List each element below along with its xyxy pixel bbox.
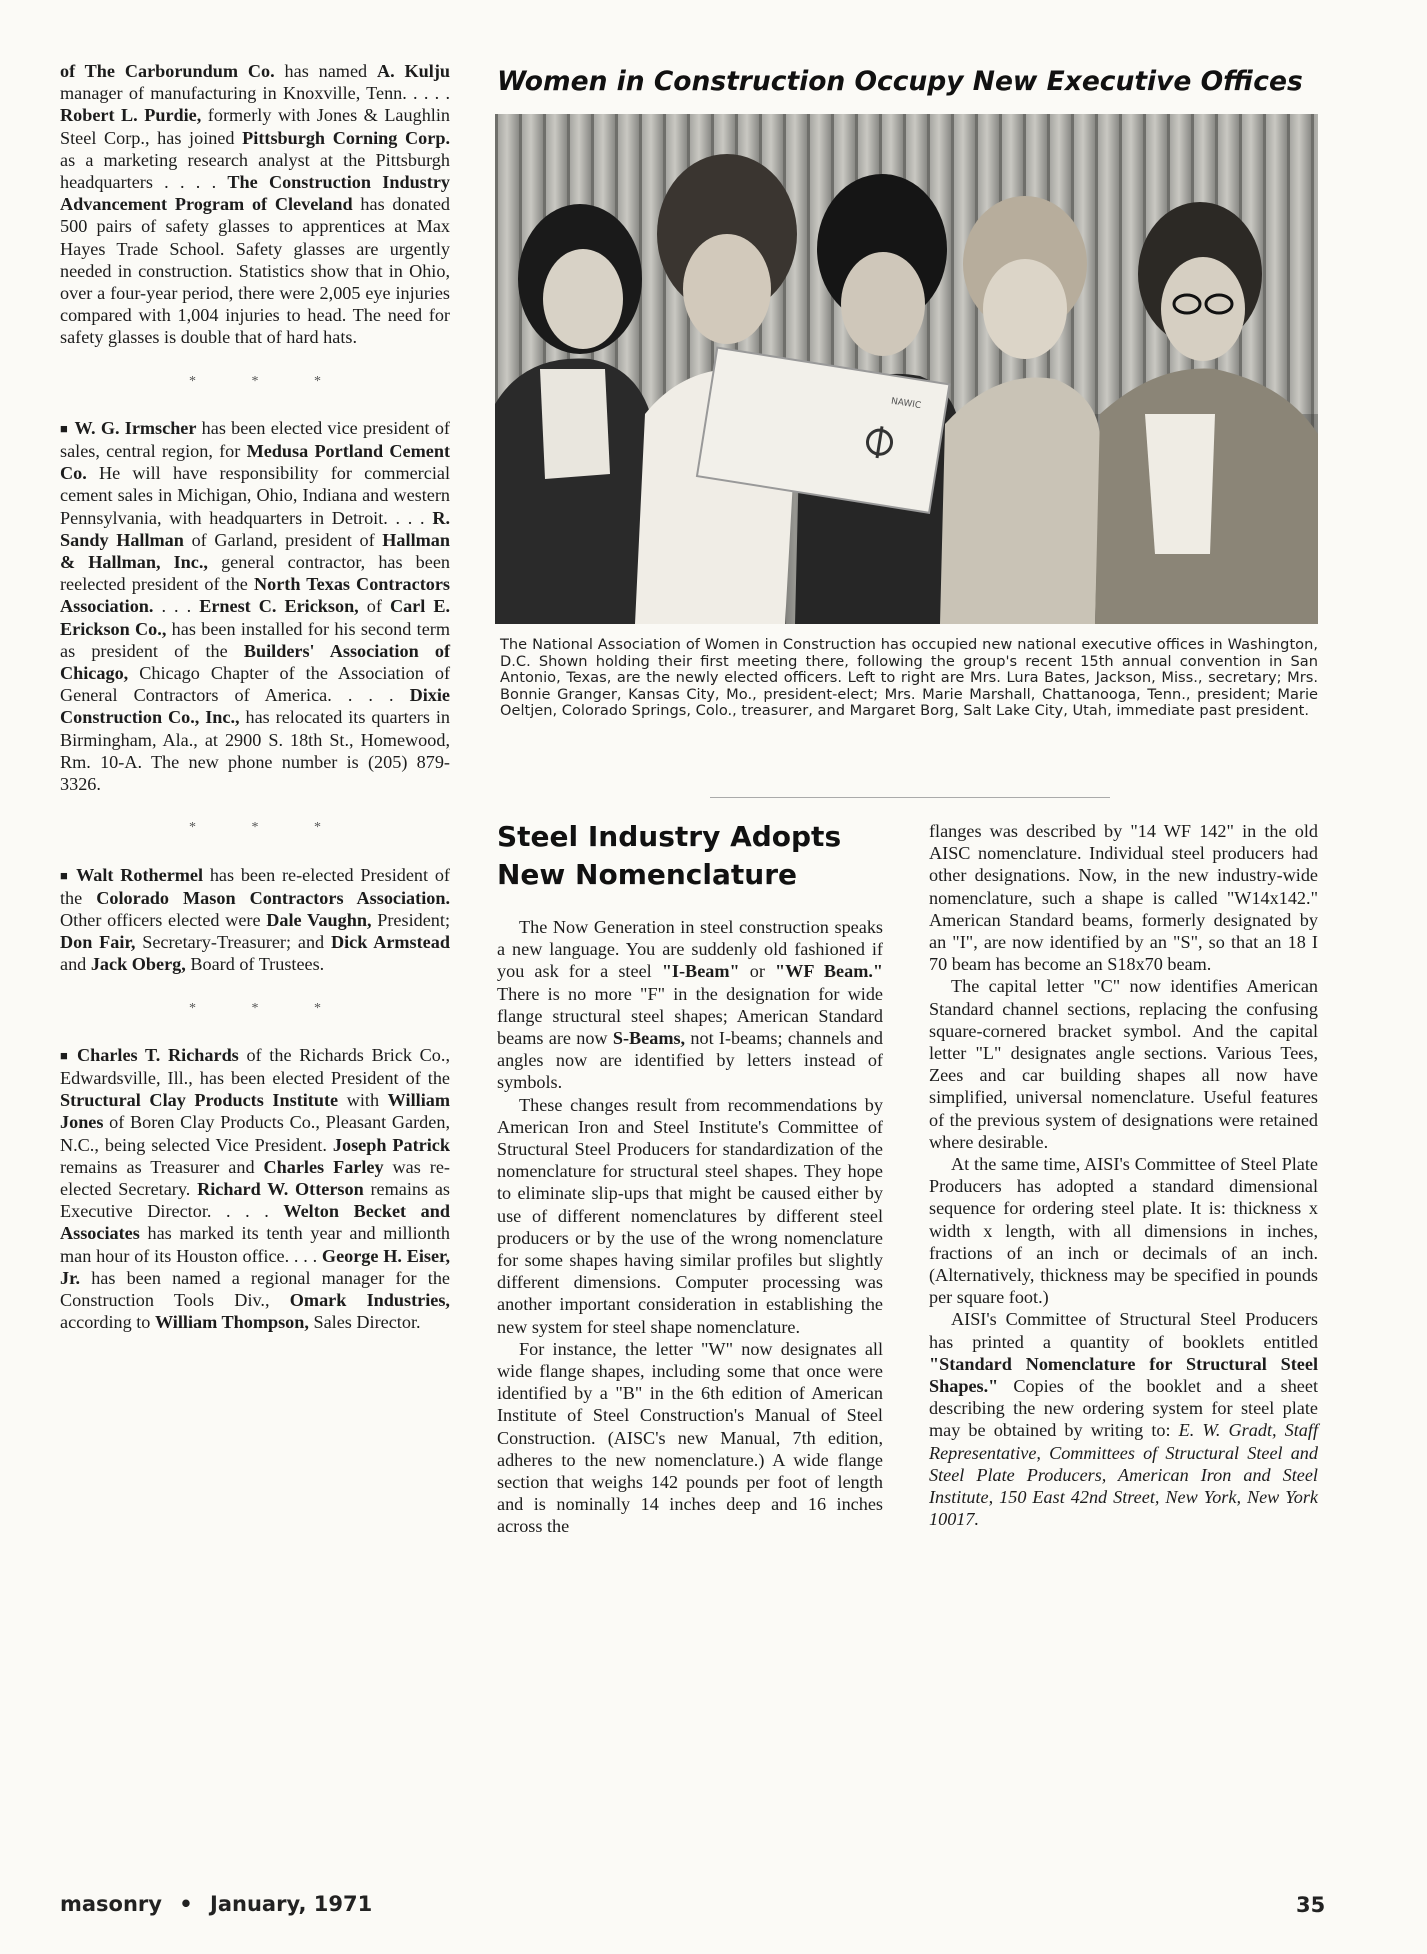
photo-caption: The National Association of Women in Construction has occupied new national executive offices in Washington, D.C. Shown holding their first meeting there, following the group's recent 15th annual convention in San Antonio, Texas, are the newly elected officers. Left to right are Mrs. Lura Bates, Jackson, Miss., secretary; Mrs. Bonnie Granger, Kansas City, Mo., president-elect; Mrs. Marie Marshall, Chattanooga, Tenn., president; Marie Oeltjen, Colorado Springs, Colo., treasurer, and Margaret Borg, Salt Lake City, Utah, immediate past president. [500,636,1318,720]
page-number: 35 [1296,1893,1326,1917]
section-separator: * * * [189,1000,347,1016]
news-item-irmscher: ■ W. G. Irmscher has been elected vice president of sales, central region, for Medusa Portland Cement Co. He will have responsibility for commercial cement sales in Michigan, Ohio, Indiana and western Pennsylvania, with headquarters in Detroit. . . . R. Sandy Hallman of Garland, president of Hallman & Hallman, Inc., general contractor, has been reelected president of the North Texas Contractors Association. . . . Ernest C. Erickson, of Carl E. Erickson Co., has been installed for his second term as president of the Builders' Association of Chicago, Chicago Chapter of the Association of General Contractors of America. . . . Dixie Construction Co., Inc., has relocated its quarters in Birmingham, Ala., at 2900 S. 18th St., Homewood, Rm. 10-A. The new phone number is (205) 879-3326. [60,417,451,795]
officer-figure [940,196,1100,624]
article-title [497,818,887,894]
article-paragraph: AISI's Committee of Structural Steel Producers has printed a quantity of booklets entitled "Standard Nomenclature for Structural Steel Shapes." Copies of the booklet and a sheet describing the new ordering system for steel plate may be obtained by writing to: E. W. Gradt, Staff Representative, Committees of Structural Steel and Steel Plate Producers, American Iron and Steel Institute, 150 East 42nd Street, New York, New York 10017. [929,1309,1318,1530]
section-separator: * * * [189,820,347,836]
footer-bullet: • [179,1892,193,1916]
article-paragraph: These changes result from recommendations by American Iron and Steel Institute's Committee of Structural Steel Producers for standardization of the nomenclature for structural steel shapes. They hope to eliminate slip-ups that might be caused either by use of different nomenclatures by different steel producers or by the use of the wrong nomenclature for some shapes having similar profiles but slightly different dimensions. Computer processing was another important consideration in establishing the new system for steel shape nomenclature. [497,1094,883,1337]
news-item-rothermel: ■ Walt Rothermel has been re-elected President of the Colorado Mason Contractors Association. Other officers elected were Dale Vaughn, President; Don Fair, Secretary-Treasurer; and Dick Armstead and Jack Oberg, Board of Trustees. [60,864,450,975]
left-news-column [60,60,450,1333]
article-paragraph: The Now Generation in steel construction speaks a new language. You are suddenly old fashioned if you ask for a steel "I-Beam" or "WF Beam." There is no more "F" in the designation for wide flange structural steel shapes; American Standard beams are now S-Beams, not I-beams; channels and angles now are identified by letters instead of symbols. [497,917,883,1093]
officers-group-photo [495,114,1318,624]
contact-address: E. W. Gradt, Staff Representative, Committees of Structural Steel and Steel Plate Producers, American Iron and Steel Institute, 150 East 42nd Street, New York, New York 10017. [929,1420,1318,1530]
bullet-square-icon: ■ [60,867,71,883]
article-paragraph: flanges was described by "14 WF 142" in the old AISC nomenclature. Individual steel producers had other designations. Now, in the new industry-wide nomenclature, such a shape is called "W14x142." American Standard beams, formerly designated by an "I", are now identified by an "S", so that an 18 I 70 beam has become an S18x70 beam. [929,821,1318,975]
section-separator: * * * [189,373,347,389]
issue-date: January, 1971 [210,1892,373,1916]
article-column-2 [929,820,1318,1531]
bullet-square-icon: ■ [60,420,69,436]
page-footer [60,1892,372,1916]
folder-label: NAWIC [890,396,922,412]
magazine-name: masonry [60,1892,162,1916]
divider-rule [710,797,1110,798]
article-paragraph: For instance, the letter "W" now designates all wide flange shapes, including some that once were identified by a "B" in the 6th edition of American Institute of Steel Construction's Manual of Steel Construction. (AISC's new Manual, 7th edition, adheres to the new nomenclature.) A wide flange section that weighs 142 pounds per foot of length and is nominally 14 inches deep and 16 inches across the [497,1338,883,1537]
article-paragraph: At the same time, AISI's Committee of Steel Plate Producers has adopted a standard dimensional sequence for ordering steel plate. It is: thickness x width x length, with all dimensions in inches, fractions of an inch or decimals of an inch. (Alternatively, thickness may be specified in pounds per square foot.) [929,1154,1318,1308]
article-title-line: Steel Industry Adopts [497,820,842,853]
article-paragraph: The capital letter "C" now identifies American Standard channel sections, replacing the confusing square-cornered bracket symbol. And the capital letter "L" designates angle sections. Various Tees, Zees and car building shapes all now have simplified, universal nomenclature. Useful features of the previous system of designations were retained where desirable. [929,976,1318,1152]
article-column-1 [497,916,883,1538]
article-title-line: New Nomenclature [497,858,798,891]
photo-section-heading: Women in Construction Occupy New Executive Offices [497,66,1303,97]
bullet-square-icon: ■ [60,1047,72,1063]
news-item-richards: ■ Charles T. Richards of the Richards Brick Co., Edwardsville, Ill., has been elected President of the Structural Clay Products Institute with William Jones of Boren Clay Products Co., Pleasant Garden, N.C., being selected Vice President. Joseph Patrick remains as Treasurer and Charles Farley was re-elected Secretary. Richard W. Otterson remains as Executive Director. . . . Welton Becket and Associates has marked its tenth year and millionth man hour of its Houston office. . . . George H. Eiser, Jr. has been named a regional manager for the Construction Tools Div., Omark Industries, according to William Thompson, Sales Director. [60,1044,451,1333]
news-item-carborundum: of The Carborundum Co. has named A. Kulju manager of manufacturing in Knoxville, Tenn. . . . . Robert L. Purdie, formerly with Jones & Laughlin Steel Corp., has joined Pittsburgh Corning Corp. as a marketing research analyst at the Pittsburgh headquarters . . . . The Construction Industry Advancement Program of Cleveland has donated 500 pairs of safety glasses to apprentices at Max Hayes Trade School. Safety glasses are urgently needed in construction. Statistics show that in Ohio, over a four-year period, there were 2,005 eye injuries compared with 1,004 injuries to head. The need for safety glasses is double that of hard hats. [60,61,451,348]
